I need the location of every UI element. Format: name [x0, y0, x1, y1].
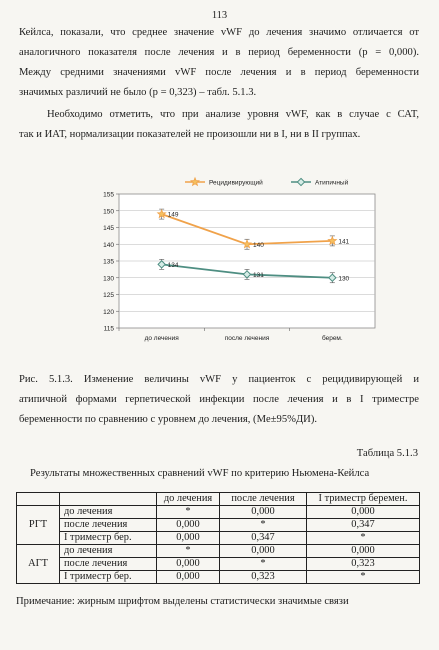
value-cell: 0,000	[157, 558, 220, 571]
value-cell: 0,000	[220, 506, 307, 519]
table-note: Примечание: жирным шрифтом выделены статистически значимые связи	[16, 596, 349, 607]
comparison-table	[16, 492, 420, 584]
value-cell: 0,000	[157, 532, 220, 545]
header-cell	[60, 493, 157, 506]
header-cell: до лечения	[157, 493, 220, 506]
header-cell	[17, 493, 60, 506]
data-label: 149	[167, 211, 179, 219]
row-label-cell: до лечения	[60, 545, 157, 558]
header-cell: после лечения	[220, 493, 307, 506]
y-tick-label: 140	[103, 241, 114, 249]
value-cell: *	[157, 506, 220, 519]
value-cell: 0,000	[157, 519, 220, 532]
data-label: 141	[338, 238, 350, 246]
text-line: значимых различий не было (р = 0,323) – табл. 5.1.3.	[19, 87, 257, 98]
value-cell: 0,000	[220, 545, 307, 558]
y-tick-label: 130	[103, 275, 114, 283]
legend-label: Атипичный	[315, 179, 349, 187]
legend-marker	[191, 178, 199, 186]
table-label: Таблица 5.1.3	[356, 448, 418, 459]
data-label: 134	[167, 261, 179, 269]
page-number: 113	[211, 10, 228, 21]
group-label-cell: АГТ	[17, 545, 60, 584]
value-cell: 0,347	[220, 532, 307, 545]
value-cell: *	[220, 519, 307, 532]
table-header-row	[17, 493, 420, 506]
legend-marker	[297, 178, 304, 185]
y-tick-label: 155	[103, 191, 114, 199]
value-cell: *	[157, 545, 220, 558]
y-tick-label: 135	[103, 258, 114, 266]
table-row	[17, 558, 420, 571]
value-cell: 0,347	[307, 519, 420, 532]
table-row	[17, 519, 420, 532]
table-row	[17, 532, 420, 545]
value-cell: 0,323	[220, 571, 307, 584]
y-tick-label: 125	[103, 292, 114, 299]
y-tick-label: 150	[103, 208, 114, 216]
table-row	[17, 506, 420, 519]
row-label-cell: после лечения	[60, 519, 157, 532]
figure-caption	[19, 370, 419, 430]
row-label-cell: до лечения	[60, 506, 157, 519]
value-cell: *	[307, 532, 420, 545]
vwf-line-chart	[85, 176, 385, 354]
text-line: Необходимо отметить, что при анализе уровня vWF, как в случае с САТ,	[47, 109, 419, 120]
value-cell: *	[307, 571, 420, 584]
group-label-cell: РГТ	[17, 506, 60, 545]
value-cell: 0,000	[157, 571, 220, 584]
y-tick-label: 120	[103, 308, 114, 316]
x-tick-label: до лечения	[144, 335, 179, 342]
value-cell: 0,323	[307, 558, 420, 571]
paragraph-note	[19, 105, 419, 145]
y-tick-label: 115	[103, 325, 114, 333]
data-label: 140	[253, 241, 264, 249]
row-label-cell: I триместр бер.	[60, 571, 157, 584]
data-label: 131	[253, 271, 264, 279]
legend-label: Рецидивирующий	[209, 179, 263, 187]
value-cell: 0,000	[307, 506, 420, 519]
text-line: так и ИАТ, нормализации показателей не произошли ни в I, ни в II группах.	[19, 129, 361, 140]
table-row	[17, 545, 420, 558]
header-cell: I триместр беремен.	[307, 493, 420, 506]
text-line: атипичной формами герпетической инфекции после лечения и в I триместре	[19, 394, 419, 405]
y-tick-label: 145	[103, 225, 114, 232]
x-tick-label: берем.	[321, 335, 343, 342]
text-line: беременности по сравнению с уровнем до лечения, (Me±95%ДИ).	[19, 414, 317, 425]
text-line: Рис. 5.1.3. Изменение величины vWF у пациенток с рецидивирующей и	[19, 374, 419, 385]
row-label-cell: после лечения	[60, 558, 157, 571]
text-line: Между средними значениями vWF после лечения и в период беременности	[19, 67, 419, 78]
x-tick-label: после лечения	[224, 335, 270, 342]
text-line: аналогичного показателя после лечения и в период беременности (р = 0,000).	[19, 47, 419, 58]
paragraph-results	[19, 23, 419, 103]
row-label-cell: I триместр бер.	[60, 532, 157, 545]
data-label: 130	[338, 275, 350, 283]
table-row	[17, 571, 420, 584]
value-cell: *	[220, 558, 307, 571]
text-line: Кейлса, показали, что среднее значение vWF до лечения значимо отличается от	[19, 27, 419, 38]
chart-canvas	[85, 176, 385, 354]
value-cell: 0,000	[307, 545, 420, 558]
table-title: Результаты множественных сравнений vWF по критерию Ньюмена-Кейлса	[30, 468, 370, 479]
